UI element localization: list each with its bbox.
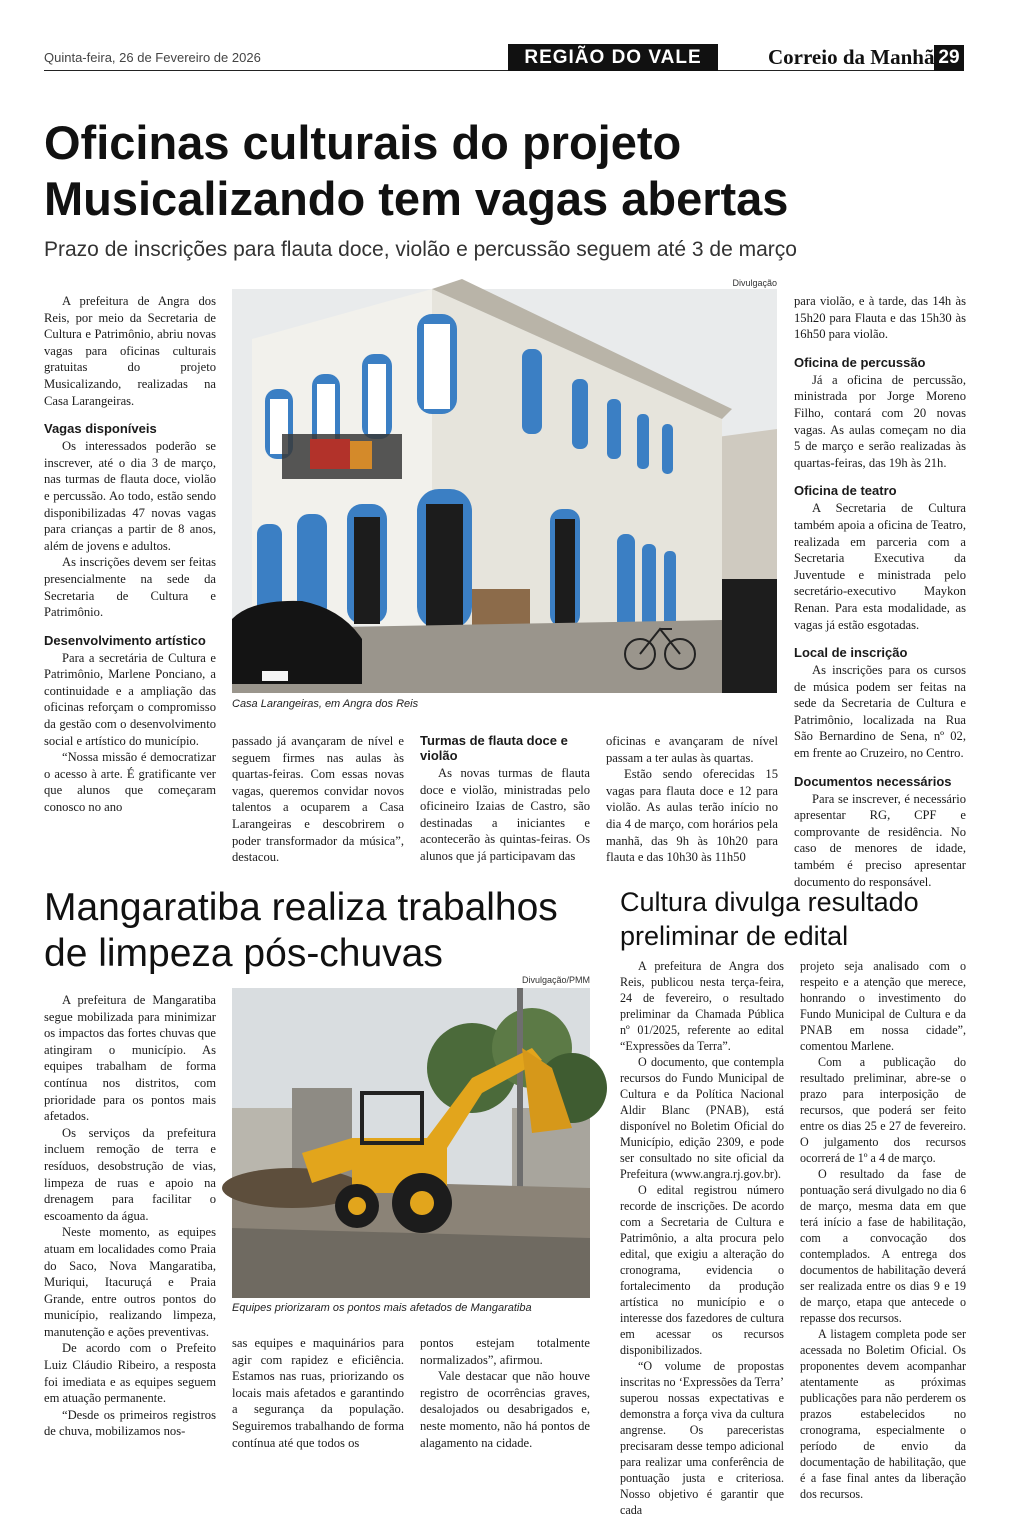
photo1-credit: Divulgação [732, 278, 777, 288]
paragraph: passado já avançaram de nível e seguem firmes nas aulas às quartas-feiras. Com essas novas vagas, queremos convidar novos talentos a ocuparem a Casa Larangeiras e descobrirem o poder transformador da música”, destacou. [232, 734, 404, 865]
article1-col2 [232, 733, 404, 866]
paragraph: As novas turmas de flauta doce e violão, ministradas pelo oficineiro Izaias de Castro, são destinadas a iniciantes e acontecerão às quintas-feiras. Os alunos que já participavam das [420, 766, 590, 863]
paragraph: oficinas e avançaram de nível passam a ter aulas às quartas. [606, 734, 778, 765]
photo2-credit: Divulgação/PMM [521, 975, 590, 985]
paragraph: O resultado da fase de pontuação será divulgado no dia 6 de março, mesma data em que terá início a fase de habilitação, com a convocação dos contemplados. A entrega dos documentos de habilitação deverá ser realizada entre os dias 9 e 19 de março, etapa que antecede o repasse dos recursos. [800, 1167, 966, 1325]
paragraph: Os serviços da prefeitura incluem remoção de terra e resíduos, desobstrução de vias, limpeza de ruas e apoio na drenagem para facilitar o escoamento da água. [44, 1125, 216, 1223]
paragraph: A prefeitura de Mangaratiba segue mobilizada para minimizar os impactos das fortes chuvas que atingiram o município. As equipes trabalham de forma contínua nos distritos, com prioridade para os pontos mais afetados. [44, 993, 216, 1124]
paragraph: De acordo com o Prefeito Luiz Cláudio Ribeiro, a resposta foi imediata e as equipes seguem em atuação permanente. [44, 1341, 216, 1406]
paragraph: Já a oficina de percussão, ministrada por Jorge Moreno Filho, contará com 20 novas vagas. As aulas começam no dia 5 de março e serão realizadas às quartas-feiras, das 19h às 21h. [794, 372, 966, 470]
article2-headline: Mangaratiba realiza trabalhos de limpeza pós-chuvas [44, 886, 558, 975]
paragraph: Estão sendo oferecidas 15 vagas para flauta doce e 12 para violão. As aulas terão início no dia 4 de março, com horários pela manhã, das 9h às 10h20 para flauta e das 10h30 às 11h50 [606, 767, 778, 865]
backhoe-photo [232, 988, 590, 1298]
article1-col4 [606, 733, 778, 866]
subhead: Local de inscrição [794, 645, 908, 661]
newspaper-brand: Correio da Manhã [768, 45, 935, 69]
article2-col2 [232, 1335, 404, 1451]
article2-col3 [420, 1335, 590, 1451]
paragraph: sas equipes e maquinários para agir com rapidez e eficiência. Estamos nas ruas, priorizando os locais mais afetados e garantindo a segurança da população. Seguiremos trabalhando de forma contínua até que todos os [232, 1336, 404, 1450]
subhead: Turmas de flauta doce e violão [420, 733, 568, 763]
paragraph: A prefeitura de Angra dos Reis, por meio da Secretaria de Cultura e Patrimônio, abriu novas vagas para oficinas culturais gratuitas do projeto Musicalizando, realizadas na Casa Larangeiras. [44, 294, 216, 408]
paragraph: Vale destacar que não houve registro de ocorrências graves, desalojados ou desabrigados e, neste momento, não há pontos de alagamento na cidade. [420, 1369, 590, 1450]
section-label: REGIÃO DO VALE [508, 44, 718, 71]
header-rule [44, 70, 964, 71]
paragraph: Com a publicação do resultado preliminar, abre-se o prazo para interposição de recursos, que poderá ser feito entre os dias 25 e 27 de fevereiro. O julgamento dos recursos ocorrerá de 1º a 4 de março. [800, 1055, 966, 1165]
article1-subtitle: Prazo de inscrições para flauta doce, violão e percussão seguem até 3 de março [44, 238, 797, 261]
paragraph: “O volume de propostas inscritas no ‘Expressões da Terra’ superou nossas expectativas e demonstra a força viva da cultura angrense. Os pareceristas precisaram desse tempo adicional para realizar uma conferência de pontuação justa e criteriosa. Nosso objetivo é garantir que cada [620, 1359, 784, 1517]
paragraph: Para se inscrever, é necessário apresentar RG, CPF e comprovante de residência. No caso de menores de idade, também é preciso apresentar documento do responsável. [794, 791, 966, 889]
paragraph: pontos estejam totalmente normalizados”, afirmou. [420, 1336, 590, 1367]
subhead: Oficina de teatro [794, 483, 897, 499]
article2-col1 [44, 992, 216, 1440]
issue-date: Quinta-feira, 26 de Fevereiro de 2026 [44, 50, 261, 65]
article1-col3 [420, 733, 590, 865]
building-photo [232, 289, 777, 693]
paragraph: Neste momento, as equipes atuam em localidades como Praia do Saco, Nova Mangaratiba, Muriqui, Itacuruçá e Praia Grande, entre outros pontos do município, realizando limpeza, manutenção e ações preventivas. [44, 1225, 216, 1339]
paragraph: projeto seja analisado com o respeito e a atenção que merece, honrando o investimento do Fundo Municipal de Cultura e da PNAB em nossa cidade”, comentou Marlene. [800, 959, 966, 1053]
paragraph: Para a secretária de Cultura e Patrimônio, Marlene Ponciano, a continuidade e a ampliação das oficinas reforçam o compromisso da gestão com o desenvolvimento social e artístico do município. [44, 650, 216, 748]
article1-col5 [794, 293, 966, 890]
paragraph: para violão, e à tarde, das 14h às 15h20 para Flauta e das 15h30 às 16h50 para violão. [794, 294, 966, 342]
subhead: Desenvolvimento artístico [44, 632, 206, 648]
paragraph: O documento, que contempla recursos do Fundo Municipal de Cultura e da Política Nacional Aldir Blanc (PNAB), está disponível no Boletim Oficial do Município, edição 2309, e pode ser consultado no site oficial da Prefeitura (www.angra.rj.gov.br). [620, 1055, 784, 1181]
paragraph: As inscrições devem ser feitas presencialmente na sede da Secretaria de Cultura e Patrimônio. [44, 555, 216, 620]
article3-col2 [800, 958, 966, 1502]
photo2-caption: Equipes priorizaram os pontos mais afetados de Mangaratiba [232, 1302, 532, 1314]
subhead: Documentos necessários [794, 773, 952, 789]
subhead: Vagas disponíveis [44, 421, 157, 437]
paragraph: “Nossa missão é democratizar o acesso à arte. É gratificante ver que alunos que começaram conosco no ano [44, 750, 216, 815]
article1-col1 [44, 293, 216, 816]
photo1-caption: Casa Larangeiras, em Angra dos Reis [232, 698, 419, 710]
backhoe-photo-icon [232, 988, 590, 1298]
article1-headline: Oficinas culturais do projeto Musicalizando tem vagas abertas [44, 116, 789, 225]
paragraph: A Secretaria de Cultura também apoia a oficina de Teatro, realizada em parceria com a Secretaria Executiva da Juventude e ministrada pelo secretário-executivo Maykon Renan. Para esta modalidade, as vagas já estão esgotadas. [794, 501, 966, 632]
paragraph: Os interessados poderão se inscrever, até o dia 3 de março, nas turmas de flauta doce, violão e percussão. Ao todo, estão sendo disponibilizadas 47 novas vagas para crianças a partir de 8 anos, além de jovens e adultos. [44, 439, 216, 553]
subhead: Oficina de percussão [794, 354, 926, 370]
article3-col1 [620, 958, 784, 1518]
paragraph: O edital registrou número recorde de inscrições. De acordo com a Secretaria de Cultura e Patrimônio, a alta procura pelo edital, que exigiu a alteração do cronograma, evidencia o fortalecimento da produção artística no município e o interesse dos fazedores de cultura em acessar os recursos disponibilizados. [620, 1183, 784, 1357]
paragraph: A prefeitura de Angra dos Reis, publicou nesta terça-feira, 24 de fevereiro, o resultado preliminar da Chamada Pública nº 01/2025, referente ao edital “Expressões da Terra”. [620, 959, 784, 1053]
building-photo-icon [232, 289, 777, 693]
paragraph: “Desde os primeiros registros de chuva, mobilizamos nos- [44, 1407, 216, 1439]
article3-headline: Cultura divulga resultado preliminar de edital [620, 887, 919, 951]
paragraph: A listagem completa pode ser acessada no Boletim Oficial. Os proponentes devem acompanhar atentamente as próximas publicações para não perderem os prazos estabelecidos no cronograma, especialmente o período de envio da documentação de habilitação, que é a fase final antes da liberação dos recursos. [800, 1327, 966, 1501]
page-number: 29 [934, 45, 964, 71]
paragraph: As inscrições para os cursos de música podem ser feitas na sede da Secretaria de Cultura e Patrimônio, localizada na Rua São Bernardino de Sena, nº 02, em frente ao Cruzeiro, no Centro. [794, 663, 966, 761]
